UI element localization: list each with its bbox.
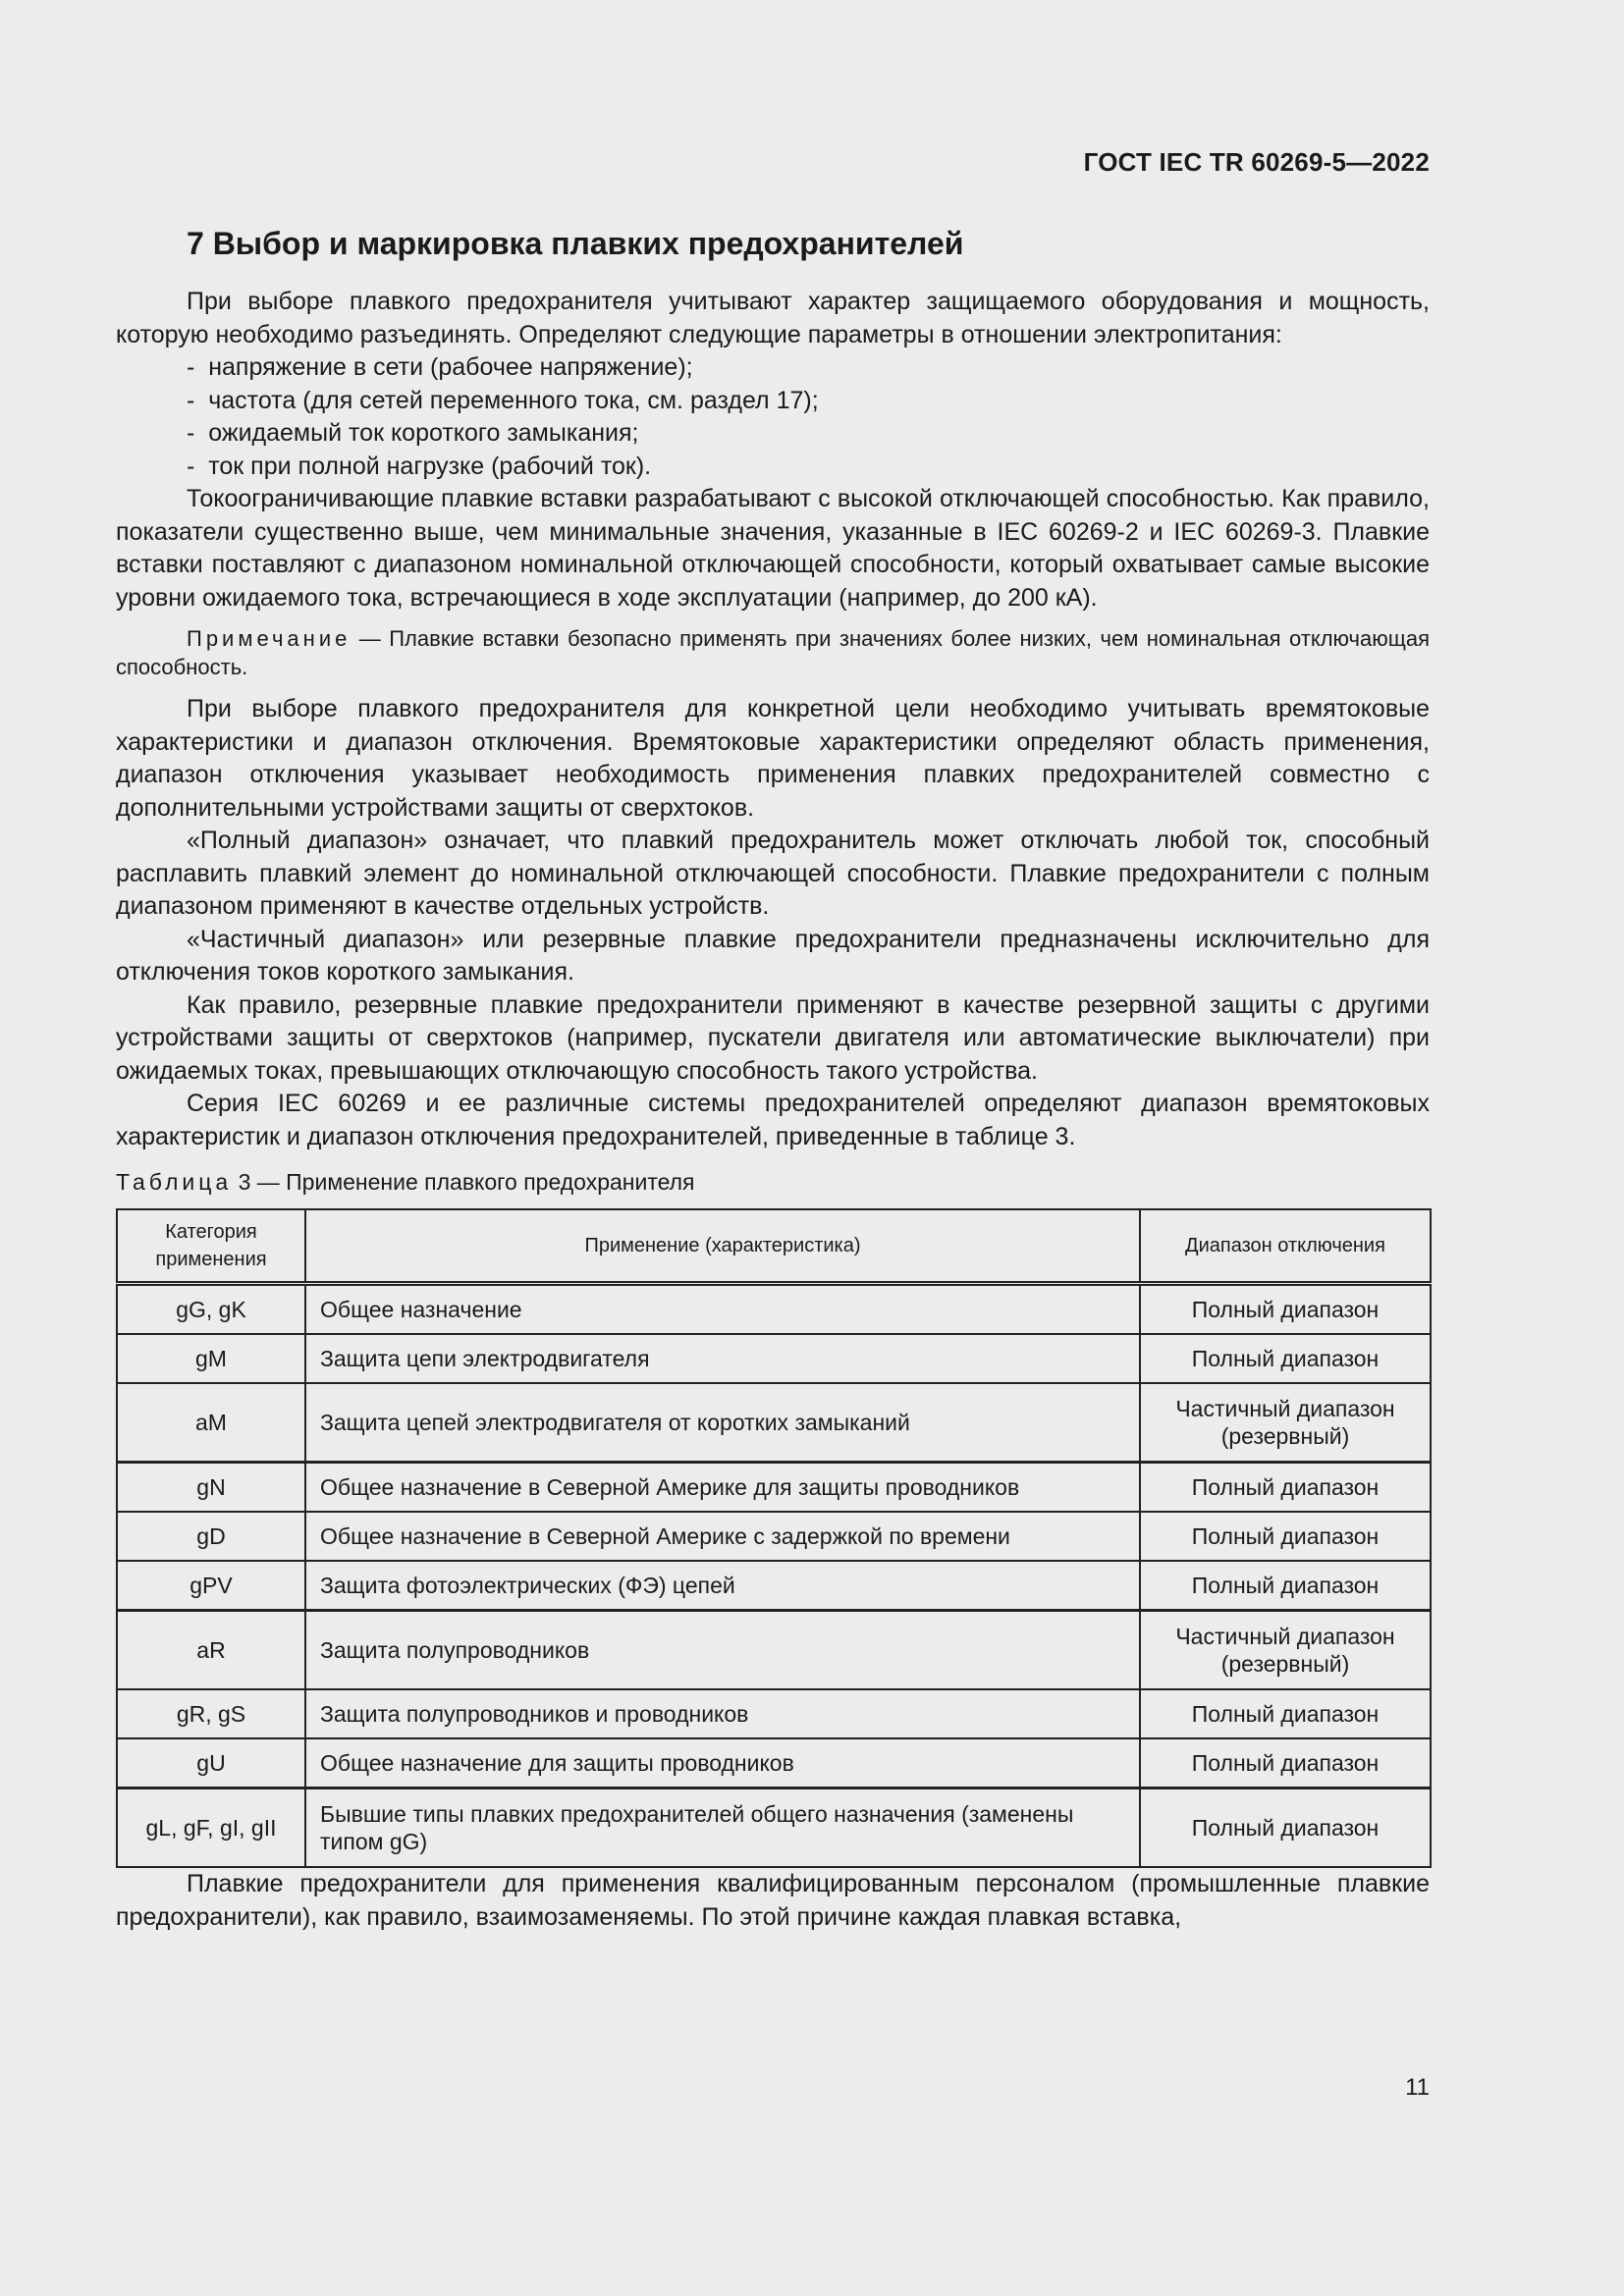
paragraph-selection: При выборе плавкого предохранителя для конкретной цели необходимо учитывать времятоковые характеристики и диапазон отключения. Времятоковые характеристики определяют область применения, диапазон отключения указывает необходимость применения плавких предохранителей совместно с дополнительными устройствами защиты от сверхтоков. [116, 695, 1430, 822]
cell-application: Защита полупроводников и проводников [305, 1689, 1140, 1738]
note [116, 624, 1430, 681]
table-row [117, 1689, 1431, 1738]
cell-category: gL, gF, gI, gII [117, 1789, 305, 1868]
table-row [117, 1463, 1431, 1513]
cell-category: gU [117, 1738, 305, 1789]
list-item: - ожидаемый ток короткого замыкания; [187, 417, 1430, 451]
cell-range: Частичный диапазон (резервный) [1140, 1383, 1431, 1463]
cell-application: Защита фотоэлектрических (ФЭ) цепей [305, 1561, 1140, 1611]
header-category: Категория применения [117, 1209, 305, 1284]
cell-range: Частичный диапазон (резервный) [1140, 1611, 1431, 1690]
cell-application: Общее назначение для защиты проводников [305, 1738, 1140, 1789]
table-caption [116, 1167, 1430, 1197]
cell-range: Полный диапазон [1140, 1789, 1431, 1868]
cell-category: gN [117, 1463, 305, 1513]
cell-category: gR, gS [117, 1689, 305, 1738]
list-item: - частота (для сетей переменного тока, см. раздел 17); [187, 385, 1430, 418]
table-header-row [117, 1209, 1431, 1284]
cell-range: Полный диапазон [1140, 1512, 1431, 1561]
fuse-application-table [116, 1208, 1432, 1868]
cell-category: gD [117, 1512, 305, 1561]
cell-application: Общее назначение [305, 1284, 1140, 1335]
cell-application: Бывшие типы плавких предохранителей общего назначения (заменены типом gG) [305, 1789, 1140, 1868]
paragraph-full-range: «Полный диапазон» означает, что плавкий предохранитель может отключать любой ток, способный расплавить плавкий элемент до номинальной отключающей способности. Плавкие предохранители с полным диапазоном применяют в качестве отдельных устройств. [116, 827, 1430, 920]
paragraph-partial-range: «Частичный диапазон» или резервные плавкие предохранители предназначены исключительно для отключения токов короткого замыкания. [116, 925, 1430, 986]
header-application: Применение (характеристика) [305, 1209, 1140, 1284]
note-text: — Плавкие вставки безопасно применять при значениях более низких, чем номинальная отключающая способность. [116, 626, 1430, 679]
table-row [117, 1512, 1431, 1561]
paragraph-interchangeable: Плавкие предохранители для применения квалифицированным персоналом (промышленные плавкие предохранители), как правило, взаимозаменяемы. По этой причине каждая плавкая вставка, [116, 1870, 1430, 1931]
cell-category: gM [117, 1334, 305, 1383]
cell-category: gG, gK [117, 1284, 305, 1335]
paragraph-intro: При выборе плавкого предохранителя учитывают характер защищаемого оборудования и мощность, которую необходимо разъединять. Определяют следующие параметры в отношении электропитания: [116, 288, 1430, 348]
table-row [117, 1383, 1431, 1463]
table-row [117, 1611, 1431, 1690]
page-number: 11 [1405, 2074, 1430, 2101]
section-title: 7 Выбор и маркировка плавких предохранителей [187, 226, 964, 261]
paragraph-series: Серия IEC 60269 и ее различные системы предохранителей определяют диапазон времятоковых характеристик и диапазон отключения предохранителей, приведенные в таблице 3. [116, 1090, 1430, 1150]
table-caption-text: 3 — Применение плавкого предохранителя [232, 1169, 695, 1195]
page-content [116, 221, 1430, 1934]
cell-category: aR [117, 1611, 305, 1690]
table-row [117, 1789, 1431, 1868]
table-row [117, 1561, 1431, 1611]
table-row [117, 1738, 1431, 1789]
cell-range: Полный диапазон [1140, 1334, 1431, 1383]
cell-application: Защита цепи электродвигателя [305, 1334, 1140, 1383]
paragraph-backup: Как правило, резервные плавкие предохранители применяют в качестве резервной защиты с другими устройствами защиты от сверхтоков (например, пускатели двигателя или автоматические выключатели) при ожидаемых токах, превышающих отключающую способность такого устройства. [116, 990, 1430, 1085]
table-row [117, 1334, 1431, 1383]
cell-range: Полный диапазон [1140, 1284, 1431, 1335]
parameter-list [116, 351, 1430, 483]
cell-application: Защита цепей электродвигателя от коротких замыканий [305, 1383, 1140, 1463]
cell-application: Общее назначение в Северной Америке для защиты проводников [305, 1463, 1140, 1513]
cell-range: Полный диапазон [1140, 1561, 1431, 1611]
cell-application: Защита полупроводников [305, 1611, 1140, 1690]
cell-range: Полный диапазон [1140, 1738, 1431, 1789]
list-item: - напряжение в сети (рабочее напряжение); [187, 351, 1430, 385]
note-label: Примечание [187, 626, 352, 651]
cell-application: Общее назначение в Северной Америке с задержкой по времени [305, 1512, 1140, 1561]
cell-range: Полный диапазон [1140, 1689, 1431, 1738]
table-row [117, 1284, 1431, 1335]
paragraph-current-limiting: Токоограничивающие плавкие вставки разрабатывают с высокой отключающей способностью. Как правило, показатели существенно выше, чем минимальные значения, указанные в IEC 60269-2 и IEC 60269-3. Плавкие вставки поставляют с диапазоном номинальной отключающей способности, который охватывает самые высокие уровни ожидаемого тока, встречающиеся в ходе эксплуатации (например, до 200 кА). [116, 485, 1430, 612]
cell-range: Полный диапазон [1140, 1463, 1431, 1513]
list-item: - ток при полной нагрузке (рабочий ток). [187, 451, 1430, 484]
standard-header: ГОСТ IEC TR 60269-5—2022 [1083, 147, 1430, 177]
table-caption-label: Таблица [116, 1169, 233, 1195]
cell-category: gPV [117, 1561, 305, 1611]
header-breaking-range: Диапазон отключения [1140, 1209, 1431, 1284]
cell-category: aM [117, 1383, 305, 1463]
